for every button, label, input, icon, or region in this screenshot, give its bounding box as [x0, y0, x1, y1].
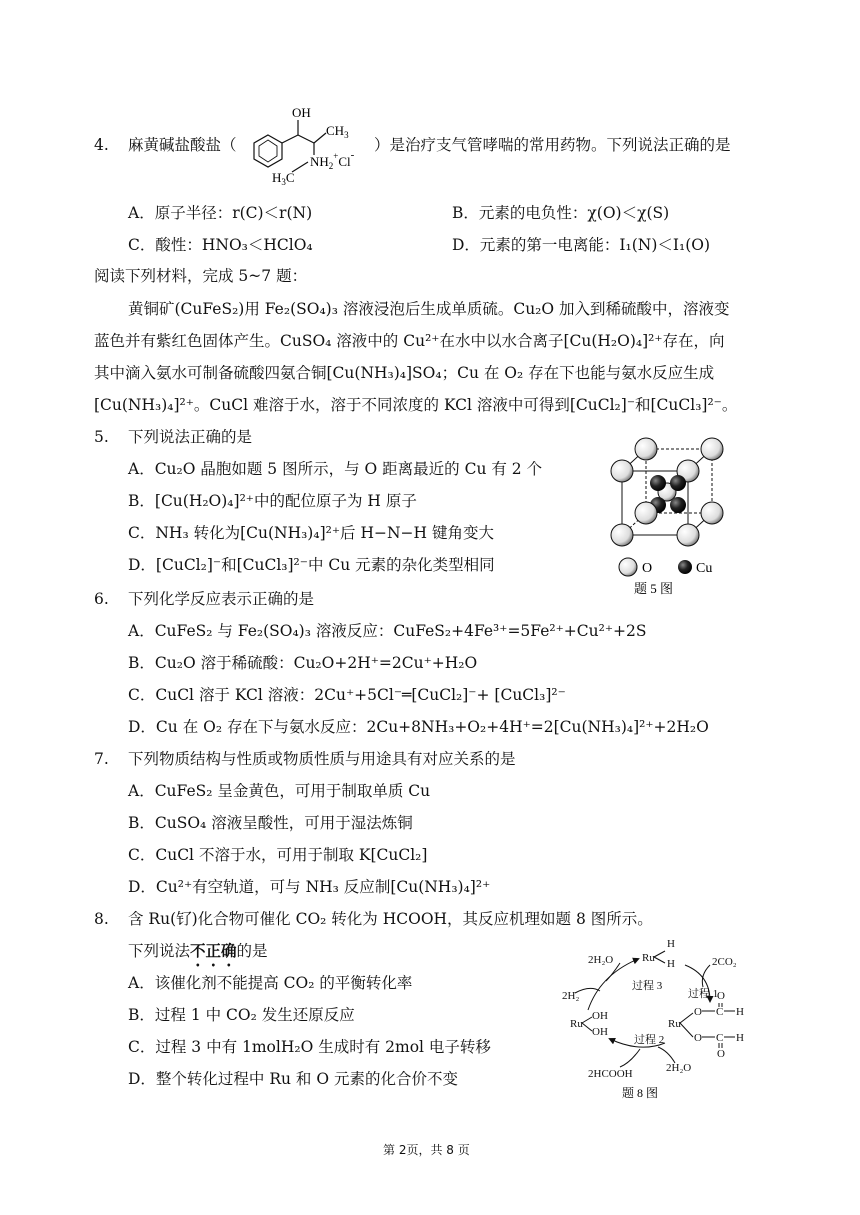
- fig5-caption: 题 5 图: [634, 581, 674, 596]
- svg-text:H3C: $H_3C$: [272, 170, 295, 187]
- q7-option-a[interactable]: A．CuFeS₂ 呈金黄色，可用于制取单质 Cu: [128, 782, 431, 800]
- label-process-3: 过程 3: [632, 980, 663, 992]
- svg-text:C: C: [716, 1032, 724, 1044]
- ru-formate: Ru: [668, 1018, 681, 1030]
- material-line-2: 蓝色并有紫红色固体产生。CuSO₄ 溶液中的 Cu²⁺在水中以水合离子[Cu(H₂O)₄]²⁺存在，向: [94, 332, 725, 350]
- label-2h2o-top: 2H₂O: [588, 954, 614, 966]
- svg-text:H: H: [736, 1006, 744, 1018]
- svg-text:H: H: [736, 1032, 744, 1044]
- ru-hydroxide: Ru: [570, 1018, 583, 1030]
- q6-option-b[interactable]: B．Cu₂O 溶于稀硫酸：Cu₂O+2H⁺=2Cu⁺+H₂O: [128, 654, 478, 672]
- svg-text:O: O: [717, 990, 725, 1002]
- q8-stem: 含 Ru(钌)化合物可催化 CO₂ 转化为 HCOOH，其反应机理如题 8 图所示。: [128, 910, 653, 928]
- q5-option-d[interactable]: D．[CuCl₂]⁻和[CuCl₃]²⁻中 Cu 元素的杂化类型相同: [128, 556, 495, 574]
- ru-hydride: Ru: [642, 952, 655, 964]
- reading-instruction: 阅读下列材料，完成 5~7 题：: [94, 267, 308, 285]
- fig8-caption: 题 8 图: [622, 1086, 659, 1100]
- mol-ch3: CH: [326, 123, 345, 138]
- material-line-3: 其中滴入氨水可制备硫酸四氨合铜[Cu(NH₃)₄]SO₄；Cu 在 O₂ 存在下也能与氨水反应生成: [94, 364, 715, 382]
- svg-text:O: O: [694, 1006, 702, 1018]
- svg-text:O: O: [694, 1032, 702, 1044]
- svg-text:C: C: [716, 1006, 724, 1018]
- q6-stem: 下列化学反应表示正确的是: [128, 590, 315, 608]
- q4-option-d[interactable]: D．元素的第一电离能：I₁(N)＜I₁(O): [452, 236, 711, 254]
- cu2o-unit-cell-figure: [600, 435, 740, 600]
- svg-text:O: O: [717, 1048, 725, 1060]
- q4-number: 4.: [94, 136, 109, 154]
- svg-text:OH: OH: [592, 1010, 608, 1022]
- q4-option-b[interactable]: B．元素的电负性：χ(O)＜χ(S): [452, 204, 670, 222]
- q8-emphasis: 不正确: [190, 941, 237, 960]
- material-line-4: [Cu(NH₃)₄]²⁺。CuCl 难溶于水，溶于不同浓度的 KCl 溶液中可得到[CuCl₂]⁻和[CuCl₃]²⁻。: [94, 396, 738, 414]
- svg-text:NH2+Cl-: $NH_2^+Cl^-$: [310, 149, 355, 171]
- svg-text:H: H: [667, 938, 675, 950]
- mol-cl: Cl: [338, 154, 351, 169]
- label-2hcooh: 2HCOOH: [588, 1068, 633, 1080]
- q6-number: 6.: [94, 590, 109, 608]
- q8-option-c[interactable]: C．过程 3 中有 1molH₂O 生成时有 2mol 电子转移: [128, 1038, 491, 1056]
- q8-stem2-before: 下列说法: [128, 942, 191, 960]
- ru-catalytic-cycle-diagram: [560, 935, 775, 1105]
- svg-text:OH: OH: [592, 1026, 608, 1038]
- mol-h3c: H: [272, 170, 282, 185]
- q6-option-d[interactable]: D．Cu 在 O₂ 存在下与氨水反应：2Cu+8NH₃+O₂+4H⁺=2[Cu(NH₃)₄]²⁺+2H₂O: [128, 718, 709, 736]
- svg-text:CH3: $CH_3$: [326, 123, 349, 140]
- q8-stem2-after: 的是: [236, 942, 268, 960]
- page-footer: 第 2页，共 8 页: [383, 1143, 470, 1157]
- q5-stem: 下列说法正确的是: [128, 428, 253, 446]
- label-2h2: 2H₂: [562, 990, 580, 1002]
- q4-option-a[interactable]: A．原子半径：r(C)＜r(N): [128, 204, 313, 222]
- q5-option-c[interactable]: C．NH₃ 转化为[Cu(NH₃)₄]²⁺后 H−N−H 键角变大: [128, 524, 494, 542]
- legend-o-label: O: [642, 561, 653, 576]
- q7-option-b[interactable]: B．CuSO₄ 溶液呈酸性，可用于湿法炼铜: [128, 814, 413, 832]
- q6-option-a[interactable]: A．CuFeS₂ 与 Fe₂(SO₄)₃ 溶液反应：CuFeS₂+4Fe³⁺=5Fe²⁺+Cu²⁺+2S: [128, 622, 647, 640]
- q7-option-c[interactable]: C．CuCl 不溶于水，可用于制取 K[CuCl₂]: [128, 846, 428, 864]
- q5-option-b[interactable]: B．[Cu(H₂O)₄]²⁺中的配位原子为 H 原子: [128, 492, 417, 510]
- q8-number: 8.: [94, 910, 109, 928]
- ephedrine-structure: [246, 100, 376, 190]
- label-2h2o-bottom: 2H₂O: [666, 1062, 692, 1074]
- label-2co2: 2CO₂: [712, 956, 737, 968]
- q6-option-c[interactable]: C．CuCl 溶于 KCl 溶液：2Cu⁺+5Cl⁻═[CuCl₂]⁻+ [CuCl₃]²⁻: [128, 686, 566, 704]
- label-process-1: 过程 1: [688, 988, 719, 1000]
- legend-cu-label: Cu: [696, 561, 713, 576]
- mol-oh: OH: [292, 105, 311, 120]
- q5-number: 5.: [94, 428, 109, 446]
- q8-option-d[interactable]: D．整个转化过程中 Ru 和 O 元素的化合价不变: [128, 1070, 458, 1088]
- q8-option-b[interactable]: B．过程 1 中 CO₂ 发生还原反应: [128, 1006, 355, 1024]
- q4-stem-after: ）是治疗支气管哮喘的常用药物。下列说法正确的是: [374, 136, 731, 154]
- q7-number: 7.: [94, 750, 109, 768]
- label-process-2: 过程 2: [634, 1034, 665, 1046]
- q7-option-d[interactable]: D．Cu²⁺有空轨道，可与 NH₃ 反应制[Cu(NH₃)₄]²⁺: [128, 878, 491, 896]
- q8-stem-2: [128, 940, 268, 970]
- q7-stem: 下列物质结构与性质或物质性质与用途具有对应关系的是: [128, 750, 516, 768]
- q5-option-a[interactable]: A．Cu₂O 晶胞如题 5 图所示，与 O 距离最近的 Cu 有 2 个: [128, 460, 543, 478]
- q8-option-a[interactable]: A．该催化剂不能提高 CO₂ 的平衡转化率: [128, 974, 413, 992]
- material-line-1: 黄铜矿(CuFeS₂)用 Fe₂(SO₄)₃ 溶液浸泡后生成单质硫。Cu₂O 加入到稀硫酸中，溶液变: [128, 300, 730, 318]
- svg-text:H: H: [667, 958, 675, 970]
- q4-option-c[interactable]: C．酸性：HNO₃＜HClO₄: [128, 236, 313, 254]
- mol-nh: NH: [310, 154, 329, 169]
- q4-stem-before: 麻黄碱盐酸盐（: [128, 136, 237, 154]
